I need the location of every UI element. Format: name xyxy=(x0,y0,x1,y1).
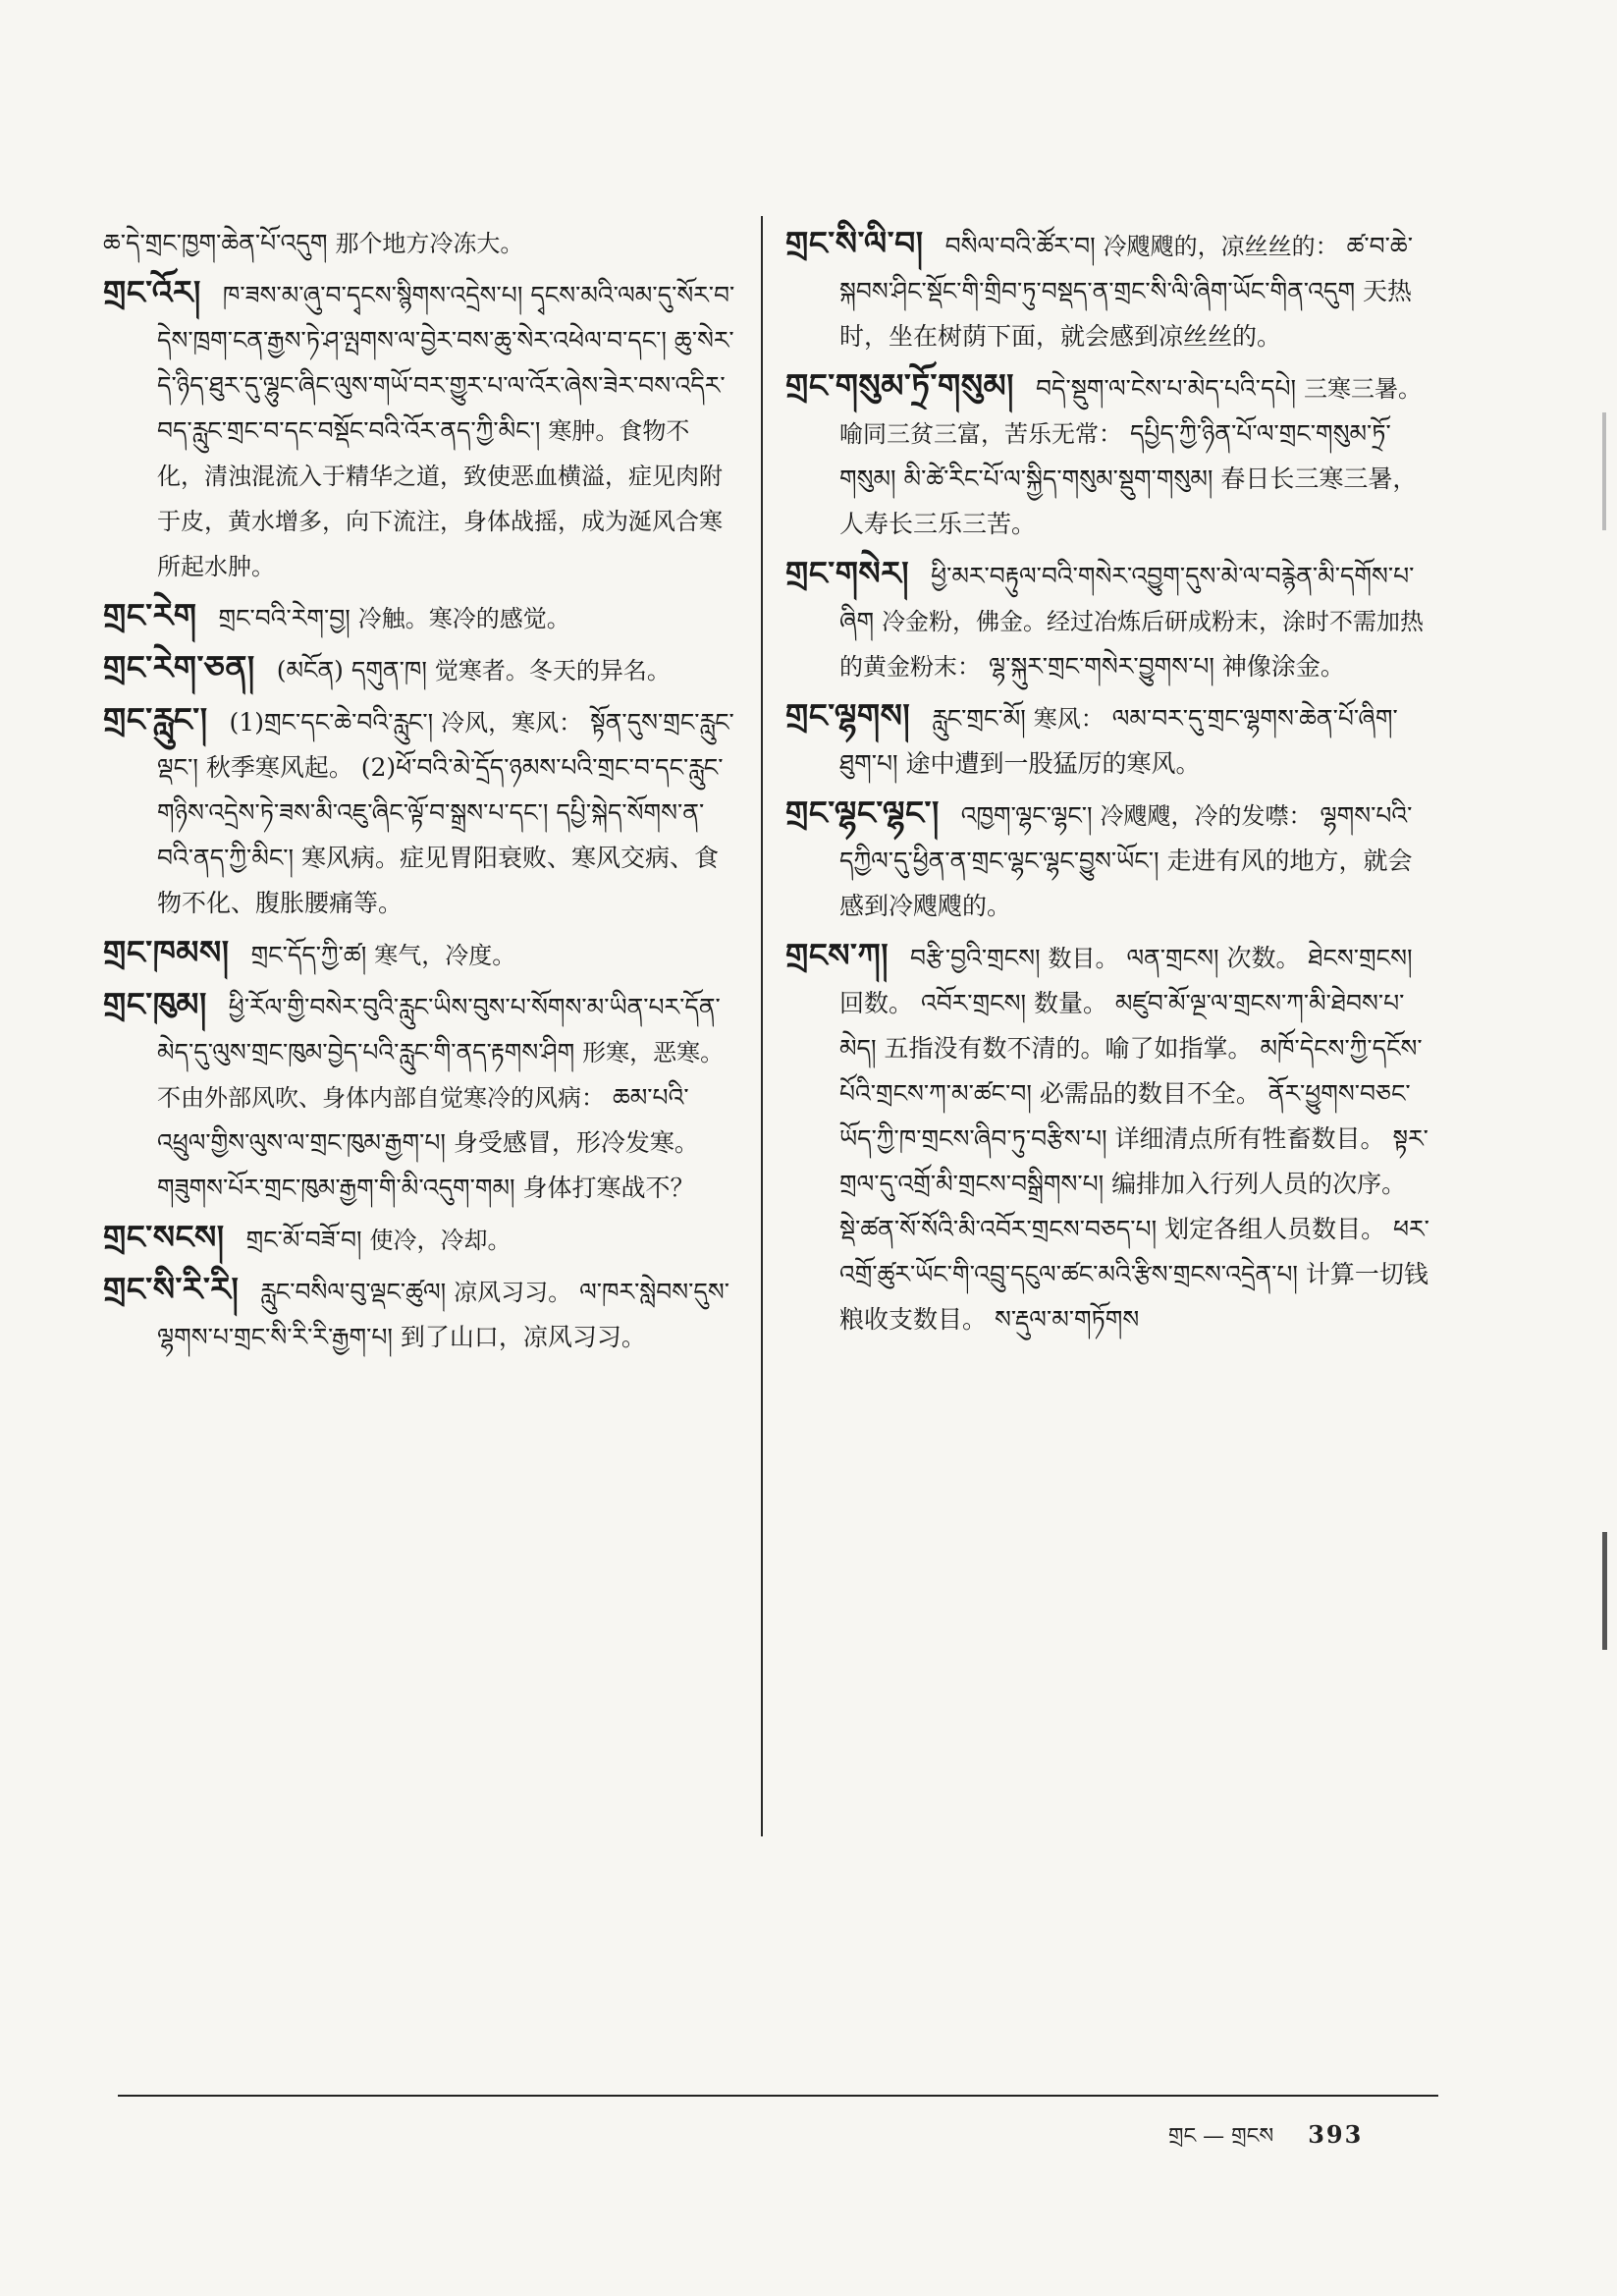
dictionary-entry xyxy=(785,363,1433,547)
page-number: 393 xyxy=(1308,2120,1364,2149)
entry-chinese-definition: 冷触。寒冷的感觉。 xyxy=(357,605,570,632)
entry-example: ལམ་བར་དུ་གྲང་ལྷགས་ཆེན་པོ་ཞིག་ཐུག་པ། 途中遭到一股猛厉的寒风。 xyxy=(839,704,1398,778)
entry-tibetan-definition: ཆ་དེ་གྲང་ཁྱག་ཆེན་པོ་འདུག xyxy=(103,229,328,257)
entry-tibetan-definition: འཁྱག་ལྷང་ལྷང་། xyxy=(960,801,1093,830)
entry-headword: གྲང་ལྷགས། xyxy=(785,696,911,735)
entry-chinese-definition: 寒风： xyxy=(1033,705,1105,733)
entry-example: ལ་ཁར་སླེབས་དུས་ལྷགས་པ་གྲང་སི་རི་རི་རྒྱག་པ། 到了山口，凉风习习。 xyxy=(157,1278,729,1351)
scan-mark xyxy=(1602,412,1606,530)
dictionary-entry xyxy=(103,697,736,926)
entry-tibetan-definition: གྲང་མོ་བཟོ་བ། xyxy=(245,1226,362,1254)
entry-headword: གྲང་འོར། xyxy=(103,273,201,311)
entry-chinese-definition: 冷飕飕的，凉丝丝的： xyxy=(1103,233,1339,260)
entry-chinese-definition: 寒气，冷度。 xyxy=(374,942,516,969)
entry-headword: གྲང་གསེར། xyxy=(785,554,910,592)
entry-tibetan-definition: གྲང་དོད་ཀྱི་ཚ། xyxy=(250,941,367,969)
entry-headword: གྲངས་ཀ། xyxy=(785,936,889,974)
dictionary-entry xyxy=(785,551,1433,689)
entry-tibetan-definition: རླུང་བསིལ་བུ་ལྡང་ཚུལ། xyxy=(260,1278,447,1306)
dictionary-entry xyxy=(103,221,736,266)
dictionary-entry xyxy=(785,221,1433,359)
entry-chinese-definition: 那个地方冷冻大。 xyxy=(335,230,524,257)
entry-tibetan-definition: ཁ་ཟས་མ་ཞུ་བ་དྭངས་སྙིགས་འདྲེས་པ། དྭངས་མའི་ལམ་དུ་སོར་བ་དེས་ཁྲག་ངན་རྒྱས་ཏེ་ཤ་ལྤགས་ལ་བྱེར་བས་ཆུ་སེར་འཕེལ་བ་དང་། ཆུ་སེར་དེ་ཉིད་ཐུར་དུ་ལྷུང་ཞིང་ལུས་གཡོ་བར་གྱུར་པ་ལ་འོར་ཞེས་ཟེར་བས་འདིར་བད་རླུང་གྲང་བ་དང་བསྡོང་བའི་འོར་ནད་ཀྱི་མིང་། xyxy=(157,281,735,445)
entry-chinese-definition: 使冷，冷却。 xyxy=(369,1227,512,1254)
entry-tibetan-definition: (མངོན) དགུན་ཁ། xyxy=(276,656,427,684)
entry-chinese-definition: 寒肿。食物不化，清浊混流入于精华之道，致使恶血横溢，症见肉附于皮，黄水增多，向下流注，身体战摇，成为涎风合寒所起水肿。 xyxy=(157,417,723,580)
entry-headword: གྲང་ལྷང་ལྷང་། xyxy=(785,793,940,832)
entry-headword: གྲང་རེག xyxy=(103,596,197,634)
entry-headword: གྲང་སངས། xyxy=(103,1218,225,1256)
dictionary-entry xyxy=(785,693,1433,787)
entry-example: ལྷ་སྐུར་གྲང་གསེར་བྱུགས་པ། 神像涂金。 xyxy=(988,652,1345,681)
entry-headword: གྲང་རླུང་། xyxy=(103,700,208,738)
entry-example: ཚ་བ་ཆེ་སྐབས་ཤིང་སྡོང་གི་གྲིབ་ཏུ་བསྡད་ན་གྲང་སི་ལི་ཞིག་ཡོང་གིན་འདུག 天热时，坐在树荫下面，就会感到凉丝丝的。 xyxy=(839,232,1413,351)
dictionary-entry xyxy=(103,930,736,978)
entry-headword: གྲང་ཁམས། xyxy=(103,933,230,971)
entry-tibetan-definition: ཕྱི་རོལ་གྱི་བསེར་བུའི་རླུང་ཡིས་བུས་པ་སོགས་མ་ཡིན་པར་དོན་མེད་དུ་ལུས་གྲང་ཁུམ་བྱེད་པའི་རླུང་གི་ནད་རྟགས་ཤིག xyxy=(157,993,721,1066)
entry-chinese-definition: 觉寒者。冬天的异名。 xyxy=(434,657,671,684)
headword-range: གྲང — གྲངས xyxy=(1168,2124,1274,2149)
entry-chinese-definition: 冷飕飕，冷的发噤： xyxy=(1100,802,1313,830)
entry-example: ལན་གྲངས། 次数。 ཐེངས་གྲངས། 回数。 འབོར་གྲངས། 数量。 མཛུབ་མོ་ལྔ་ལ་གྲངས་ཀ་མི་ཐེབས་པ་མེད། 五指没有数不清的。喻了如指掌。 མཁོ་དེངས་ཀྱི་དངོས་པོའི་གྲངས་ཀ་མ་ཚང་བ། 必需品的数目不全。 ནོར་ཕྱུགས་བཅང་ཡོད་ཀྱི་ཁ་གྲངས་ཞིབ་ཏུ་བརྩིས་པ། 详细清点所有牲畜数目。 སྟར་གྲལ་དུ་འགྲོ་མི་གྲངས་བསྒྲིགས་པ། 编排加入行列人员的次序。 སྡེ་ཚན་སོ་སོའི་མི་འབོར་གྲངས་བཅད་པ། 划定各组人员数目。 ཕར་འགྲོ་ཚུར་ཡོང་གི་འབྲུ་དངུལ་ཚང་མའི་རྩིས་གྲངས་འདྲེན་པ། 计算一切钱粮收支数目。 ས་རྡུལ་མ་གཏོགས xyxy=(839,944,1429,1334)
dictionary-entry xyxy=(103,593,736,641)
left-column xyxy=(103,221,736,1364)
dictionary-entry xyxy=(103,982,736,1211)
entry-chinese-definition: 形寒，恶寒。不由外部风吹、身体内部自觉寒冷的风病： xyxy=(157,1039,725,1112)
entry-headword: གྲང་གསུམ་ཏྲོ་གསུམ། xyxy=(785,366,1014,405)
entry-headword: གྲང་ཁུམ། xyxy=(103,985,207,1023)
entry-tibetan-definition: ཕྱི་མར་བརྟུལ་བའི་གསེར་འབྱུག་དུས་མེ་ལ་བརྙེན་མི་དགོས་པ་ཞིག xyxy=(839,562,1415,635)
entry-headword: གྲང་སི་ལི་བ། xyxy=(785,224,924,262)
entry-headword: གྲང་སི་རི་རི། xyxy=(103,1270,240,1308)
entry-tibetan-definition: བསིལ་བའི་ཚོར་བ། xyxy=(944,232,1096,260)
page-footer xyxy=(1168,2111,1363,2172)
right-column xyxy=(785,221,1433,1346)
entry-tibetan-definition: གྲང་བའི་རེག་བྱ། xyxy=(218,604,350,632)
entry-example: དཔྱིད་ཀྱི་ཉིན་པོ་ལ་གྲང་གསུམ་ཏྲོ་གསུམ། མི་ཚེ་རིང་པོ་ལ་སྐྱིད་གསུམ་སྡུག་གསུམ། 春日长三寒三暑，人寿长三乐三苦。 xyxy=(839,419,1418,538)
entry-tibetan-definition: (1)གྲང་དང་ཆེ་བའི་རླུང་། xyxy=(229,708,442,737)
entry-headword: གྲང་རེག་ཅན། xyxy=(103,648,255,686)
dictionary-entry xyxy=(103,1267,736,1360)
dictionary-entry xyxy=(785,791,1433,929)
entry-chinese-definition: 数目。 xyxy=(1048,945,1119,972)
entry-tibetan-definition: རླུང་གྲང་མོ། xyxy=(932,704,1026,733)
entry-chinese-definition: 冷风，寒风： xyxy=(441,709,583,737)
dictionary-entry xyxy=(103,645,736,693)
entry-tibetan-definition: བདེ་སྡུག་ལ་ངེས་པ་མེད་པའི་དཔེ། xyxy=(1035,374,1297,403)
dictionary-entry xyxy=(103,1215,736,1263)
entry-chinese-definition: 三寒三暑。喻同三贫三富，苦乐无常： xyxy=(839,375,1422,448)
entry-example: སྟོན་དུས་གྲང་རླུང་ལྡང་། 秋季寒风起。 (2)ཕོ་བའི་མེ་དྲོད་ཉམས་པའི་གྲང་བ་དང་རླུང་གཉིས་འདྲེས་ཏེ་ཟས་མི་འཇུ་ཞིང་ལྟོ་བ་སྒྲས་པ་དང་། དཔྱི་སྐེད་སོགས་ན་བའི་ནད་ཀྱི་མིང་། 寒风病。症见胃阳衰败、寒风交病、食物不化、腹胀腰痛等。 xyxy=(157,708,734,917)
entry-example: ཆམ་པའི་འཕྲུལ་གྱིས་ལུས་ལ་གྲང་ཁུམ་རྒྱག་པ། 身受感冒，形冷发寒。གཟུགས་པོར་གྲང་ཁུམ་རྒྱག་གི་མི་འདུག་གམ། 身体打寒战不？ xyxy=(157,1083,699,1202)
entry-tibetan-definition: བརྩི་བྱའི་གྲངས། xyxy=(910,944,1041,972)
footer-rule xyxy=(118,2095,1438,2097)
column-divider xyxy=(761,216,763,1836)
scan-mark xyxy=(1602,1532,1607,1650)
dictionary-entry xyxy=(785,933,1433,1342)
entry-chinese-definition: 冷金粉，佛金。经过冶炼后研成粉末，涂时不需加热的黄金粉末： xyxy=(839,608,1425,681)
entry-example: ལྷགས་པའི་དཀྱིལ་དུ་ཕྱིན་ན་གྲང་ལྷང་ལྷང་བྱུས་ཡོང་། 走进有风的地方，就会感到冷飕飕的。 xyxy=(839,801,1413,920)
entry-chinese-definition: 凉风习习。 xyxy=(454,1279,572,1306)
dictionary-entry xyxy=(103,270,736,589)
